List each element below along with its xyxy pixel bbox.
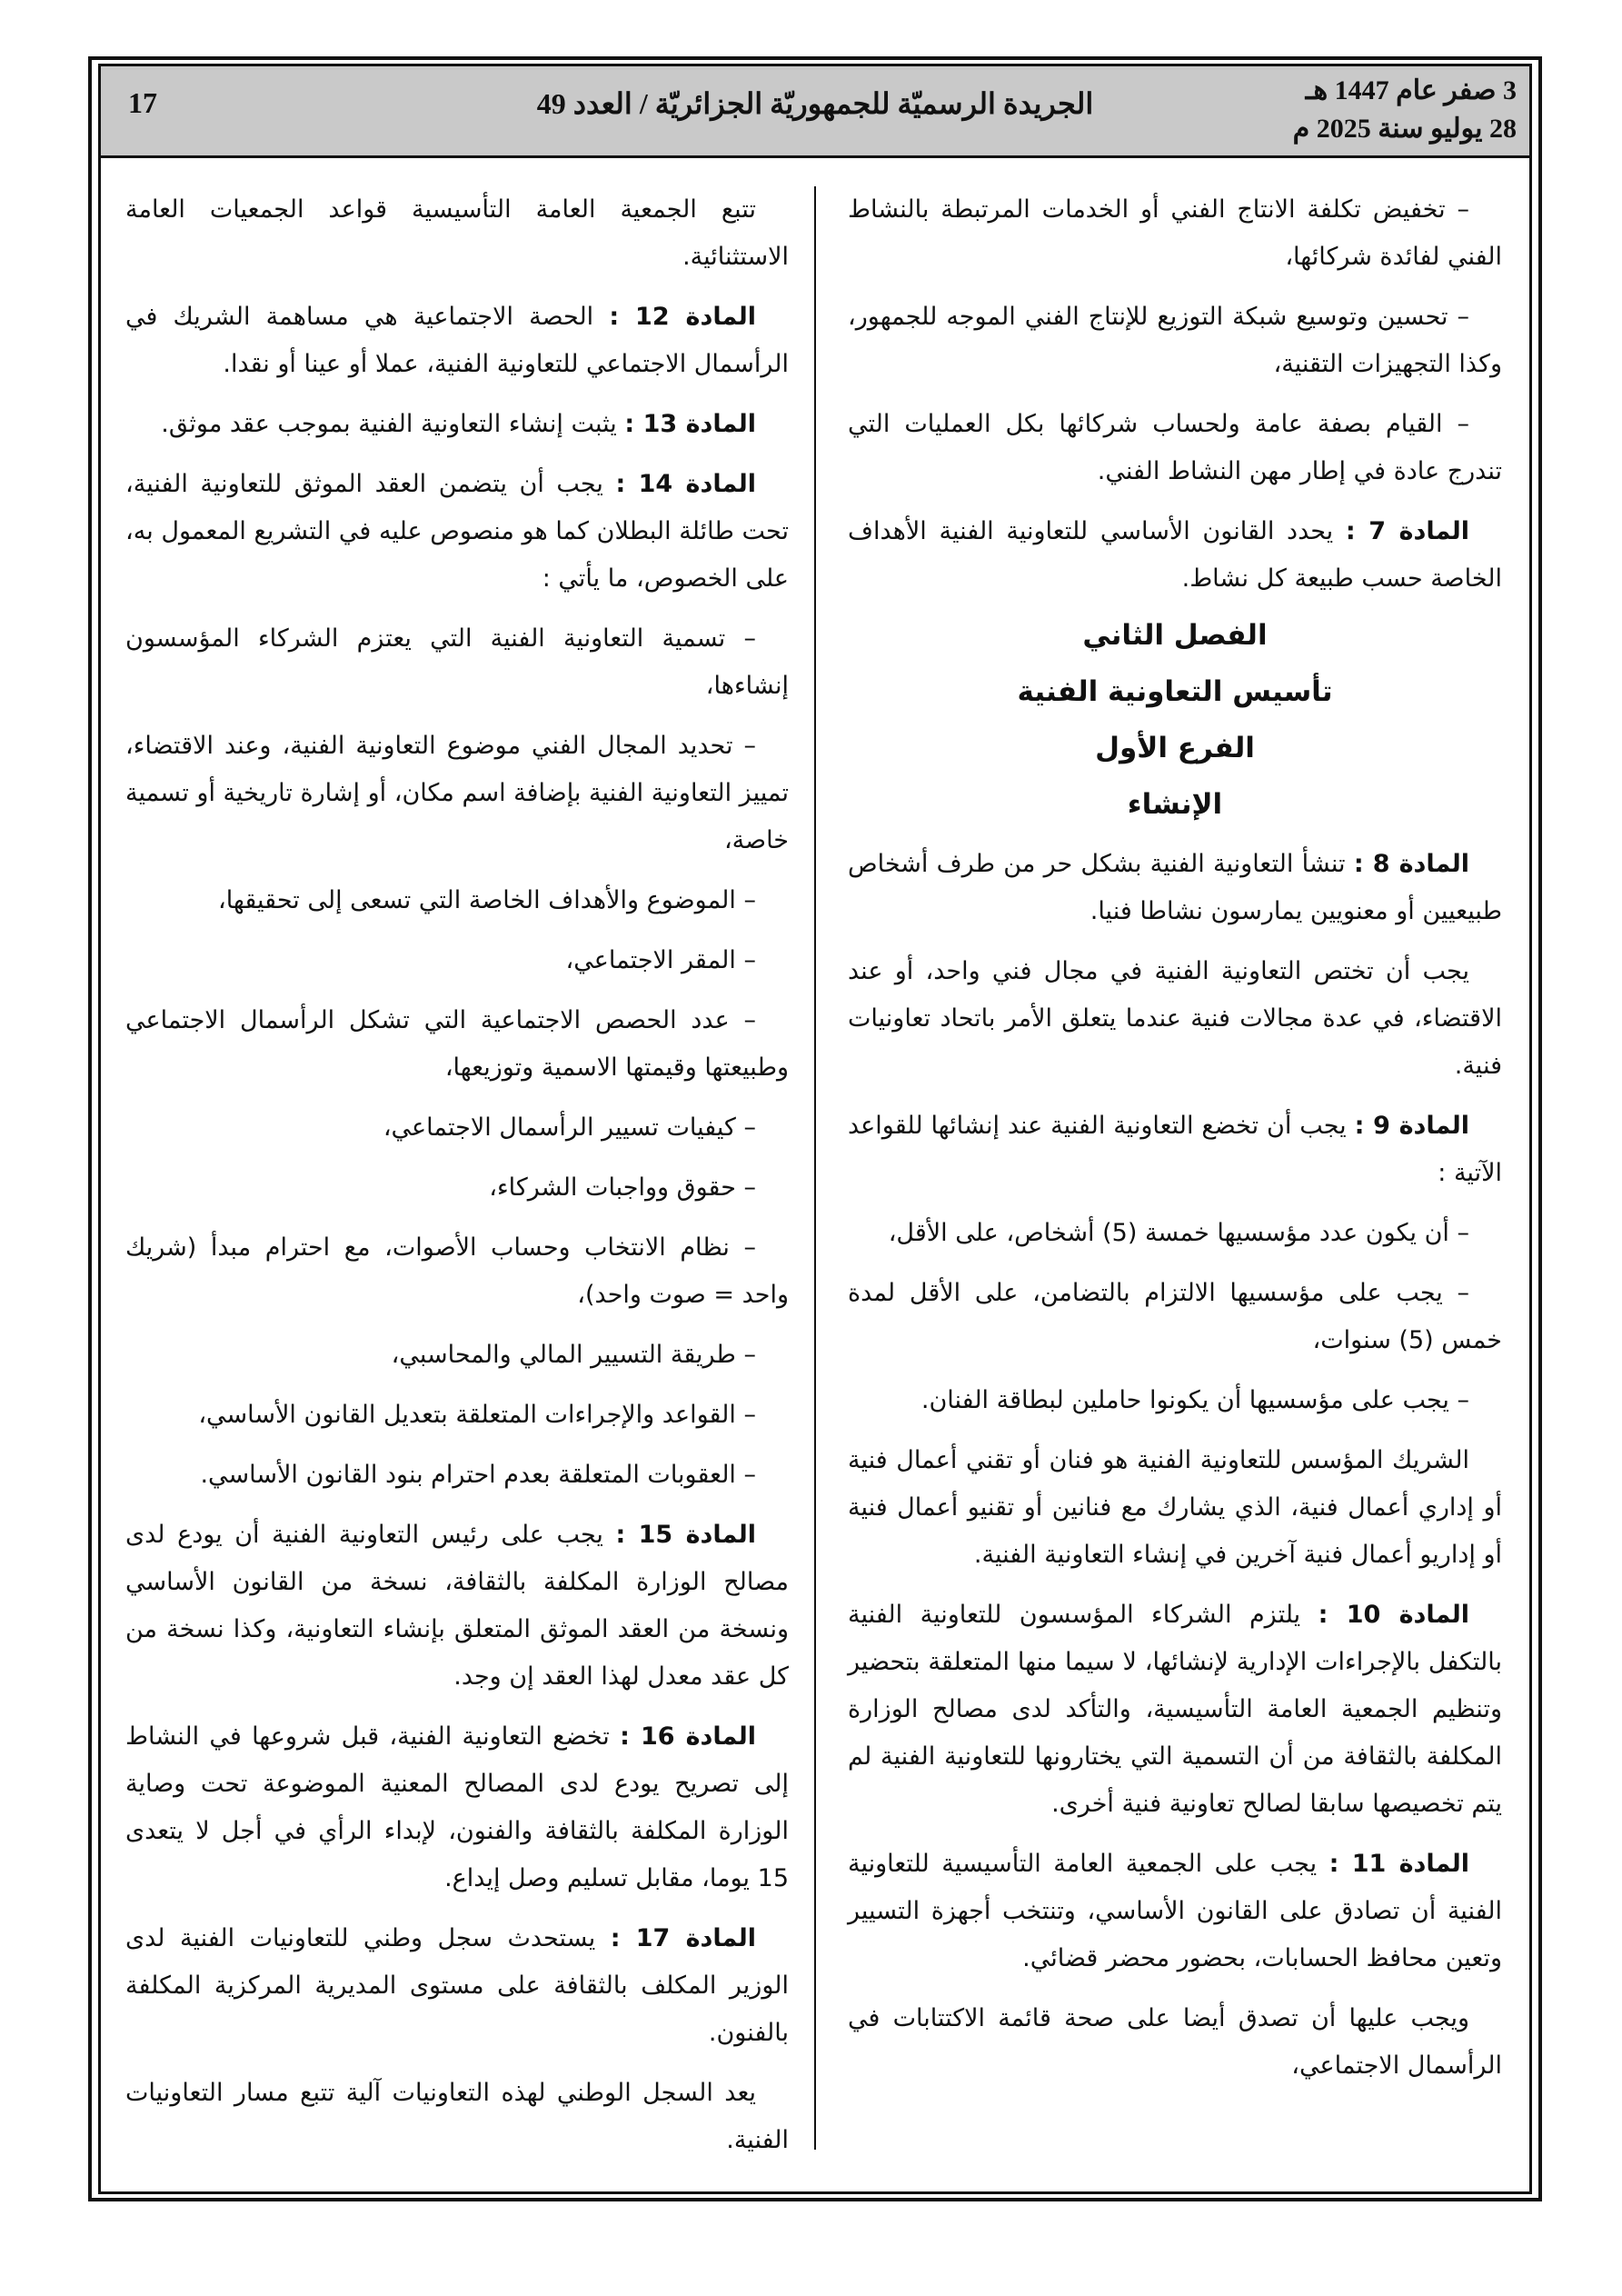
paragraph-text: – نظام الانتخاب وحساب الأصوات، مع احترام مبدأ (شريك واحد = صوت واحد)،: [125, 1233, 789, 1309]
paragraph-text: – تحسين وتوسيع شبكة التوزيع للإنتاج الفني الموجه للجمهور، وكذا التجهيزات التقنية،: [848, 303, 1502, 378]
paragraph: [848, 1995, 1502, 2090]
article-number: المادة 15 :: [615, 1521, 756, 1549]
paragraph: [125, 1332, 789, 1379]
page-number: 17: [128, 86, 157, 119]
paragraph-text: ويجب عليها أن تصدق أيضا على صحة قائمة الاكتتابات في الرأسمال الاجتماعي،: [848, 2004, 1502, 2080]
article-paragraph: [125, 401, 789, 448]
right-column: [848, 186, 1502, 2102]
paragraph-text: – حقوق وواجبات الشركاء،: [489, 1173, 756, 1202]
paragraph-text: يجب على رئيس التعاونية الفنية أن يودع لدى مصالح الوزارة المكلفة بالثقافة، نسخة من القانون الأساسي ونسخة من العقد الموثق المتعلق بإنشاء التعاونية، وكذا نسخة من كل عقد معدل لهذا العقد إن وجد.: [125, 1521, 789, 1691]
paragraph-text: – كيفيات تسيير الرأسمال الاجتماعي،: [383, 1113, 756, 1142]
paragraph: [125, 615, 789, 710]
paragraph-text: يلتزم الشركاء المؤسسون للتعاونية الفنية بالتكفل بالإجراءات الإدارية لإنشائها، لا سيما منها المتعلقة بتحضير وتنظيم الجمعية العامة التأسيسية، والتأكد لدى مصالح الوزارة المكلفة بالثقافة من أن التسمية التي يختارونها للتعاونية الفنية لم يتم تخصيصها سابقا لصالح تعاونية فنية أخرى.: [848, 1601, 1502, 1818]
paragraph: [125, 186, 789, 281]
paragraph: [125, 723, 789, 864]
paragraph-text: – العقوبات المتعلقة بعدم احترام بنود القانون الأساسي.: [200, 1461, 756, 1489]
paragraph-text: – المقر الاجتماعي،: [565, 946, 756, 974]
article-paragraph: [125, 1915, 789, 2057]
paragraph-text: – عدد الحصص الاجتماعية التي تشكل الرأسمال الاجتماعي وطبيعتها وقيمتها الاسمية وتوزيعها،: [125, 1006, 789, 1082]
article-number: المادة 14 :: [615, 470, 756, 498]
paragraph-text: يثبت إنشاء التعاونية الفنية بموجب عقد موثق.: [161, 410, 625, 438]
paragraph-text: تخضع التعاونية الفنية، قبل شروعها في النشاط إلى تصريح يودع لدى المصالح المعنية الموضوعة تحت وصاية الوزارة المكلفة بالثقافة والفنون، لإبداء الرأي في أجل لا يتعدى 15 يوما، مقابل تسليم وصل إيداع.: [125, 1722, 789, 1892]
article-number: المادة 10 :: [1318, 1601, 1469, 1629]
paragraph: [125, 1452, 789, 1499]
paragraph: [125, 2070, 789, 2164]
article-paragraph: [125, 461, 789, 603]
paragraph-text: الحصة الاجتماعية هي مساهمة الشريك في الرأسمال الاجتماعي للتعاونية الفنية، عملا أو عينا أو نقدا.: [125, 303, 789, 378]
section-heading: الفرع الأول: [1095, 732, 1255, 764]
article-paragraph: [848, 1841, 1502, 1982]
paragraph: [125, 997, 789, 1092]
article-number: المادة 7 :: [1345, 517, 1469, 545]
article-paragraph: [848, 1103, 1502, 1197]
paragraph: [125, 937, 789, 984]
paragraph: [848, 948, 1502, 1090]
section-heading: الفصل الثاني: [1082, 619, 1268, 652]
paragraph-text: يعد السجل الوطني لهذه التعاونيات آلية تتبع مسار التعاونيات الفنية.: [125, 2079, 789, 2154]
article-number: المادة 11 :: [1328, 1850, 1469, 1878]
article-paragraph: [848, 508, 1502, 603]
section-heading: تأسيس التعاونية الفنية: [1017, 675, 1333, 708]
paragraph-text: – أن يكون عدد مؤسسيها خمسة (5) أشخاص، على الأقل،: [888, 1219, 1469, 1247]
paragraph: [848, 401, 1502, 495]
paragraph-text: تنشأ التعاونية الفنية بشكل حر من طرف أشخاص طبيعيين أو معنويين يمارسون نشاطا فنيا.: [848, 850, 1502, 925]
column-divider: [814, 186, 816, 2150]
paragraph: [848, 294, 1502, 388]
paragraph-text: – تخفيض تكلفة الانتاج الفني أو الخدمات المرتبطة بالنشاط الفني لفائدة شركائها،: [848, 195, 1502, 271]
article-paragraph: [848, 1592, 1502, 1828]
paragraph: [125, 877, 789, 924]
paragraph-text: يجب أن تختص التعاونية الفنية في مجال فني واحد، أو عند الاقتضاء، في عدة مجالات فنية عندما يتعلق الأمر باتحاد تعاونيات فنية.: [848, 957, 1502, 1080]
paragraph-text: يجب على الجمعية العامة التأسيسية للتعاونية الفنية أن تصادق على القانون الأساسي، وتنتخب أجهزة التسيير وتعين محافظ الحسابات، بحضور محضر قضائي.: [848, 1850, 1502, 1972]
paragraph-text: – طريقة التسيير المالي والمحاسبي،: [391, 1341, 756, 1369]
paragraph: [848, 186, 1502, 281]
paragraph-text: يجب أن تخضع التعاونية الفنية عند إنشائها للقواعد الآتية :: [848, 1112, 1502, 1187]
paragraph-text: يجب أن يتضمن العقد الموثق للتعاونية الفنية، تحت طائلة البطلان كما هو منصوص عليه في التشريع المعمول به، على الخصوص، ما يأتي :: [125, 470, 789, 593]
paragraph: [125, 1392, 789, 1439]
article-number: المادة 17 :: [610, 1924, 757, 1952]
page-header: [101, 66, 1529, 158]
paragraph-text: – القواعد والإجراءات المتعلقة بتعديل القانون الأساسي،: [198, 1401, 756, 1429]
paragraph: [125, 1224, 789, 1319]
paragraph: [848, 1377, 1502, 1424]
paragraph: [848, 1210, 1502, 1257]
paragraph-text: – تحديد المجال الفني موضوع التعاونية الفنية، وعند الاقتضاء، تمييز التعاونية الفنية بإضافة اسم مكان، أو إشارة تاريخية أو تسمية خاصة،: [125, 732, 789, 854]
header-date-gregorian: 28 يوليو سنة 2025 م: [1292, 114, 1517, 144]
paragraph: [125, 1164, 789, 1212]
paragraph-text: الشريك المؤسس للتعاونية الفنية هو فنان أو تقني أعمال فنية أو إداري أعمال فنية، الذي يشارك مع فنانين أو تقنيو أعمال فنية أو إداريو أعمال فنية آخرين في إنشاء التعاونية الفنية.: [848, 1446, 1502, 1569]
header-date-hijri: 3 صفر عام 1447 هـ: [1305, 75, 1517, 105]
paragraph-text: – القيام بصفة عامة ولحساب شركائها بكل العمليات التي تندرج عادة في إطار مهن النشاط الفني.: [848, 410, 1502, 485]
article-number: المادة 9 :: [1354, 1112, 1470, 1140]
article-paragraph: [125, 1512, 789, 1701]
article-number: المادة 8 :: [1353, 850, 1469, 878]
article-number: المادة 12 :: [609, 303, 756, 331]
paragraph-text: يحدد القانون الأساسي للتعاونية الفنية الأهداف الخاصة حسب طبيعة كل نشاط.: [848, 517, 1502, 593]
paragraph-text: تتبع الجمعية العامة التأسيسية قواعد الجمعيات العامة الاستثنائية.: [125, 195, 789, 271]
paragraph-text: – الموضوع والأهداف الخاصة التي تسعى إلى تحقيقها،: [217, 886, 756, 914]
paragraph-text: – تسمية التعاونية الفنية التي يعتزم الشركاء المؤسسون إنشاءها،: [125, 624, 789, 700]
article-number: المادة 13 :: [624, 410, 756, 438]
paragraph-text: – يجب على مؤسسيها الالتزام بالتضامن، على الأقل لمدة خمس (5) سنوات،: [848, 1279, 1502, 1354]
article-paragraph: [125, 294, 789, 388]
paragraph: [848, 1270, 1502, 1364]
article-number: المادة 16 :: [620, 1722, 757, 1751]
article-paragraph: [848, 841, 1502, 935]
article-paragraph: [125, 1713, 789, 1902]
left-column: [125, 186, 789, 2177]
header-title: الجريدة الرسميّة للجمهوريّة الجزائريّة / العدد 49: [536, 87, 1094, 120]
paragraph-text: – يجب على مؤسسيها أن يكونوا حاملين لبطاقة الفنان.: [920, 1386, 1469, 1414]
paragraph: [125, 1104, 789, 1152]
section-heading: الإنشاء: [1127, 788, 1223, 821]
paragraph-text: يستحدث سجل وطني للتعاونيات الفنية لدى الوزير المكلف بالثقافة على مستوى المديرية المركزية المكلفة بالفنون.: [125, 1924, 789, 2047]
paragraph: [848, 1437, 1502, 1579]
